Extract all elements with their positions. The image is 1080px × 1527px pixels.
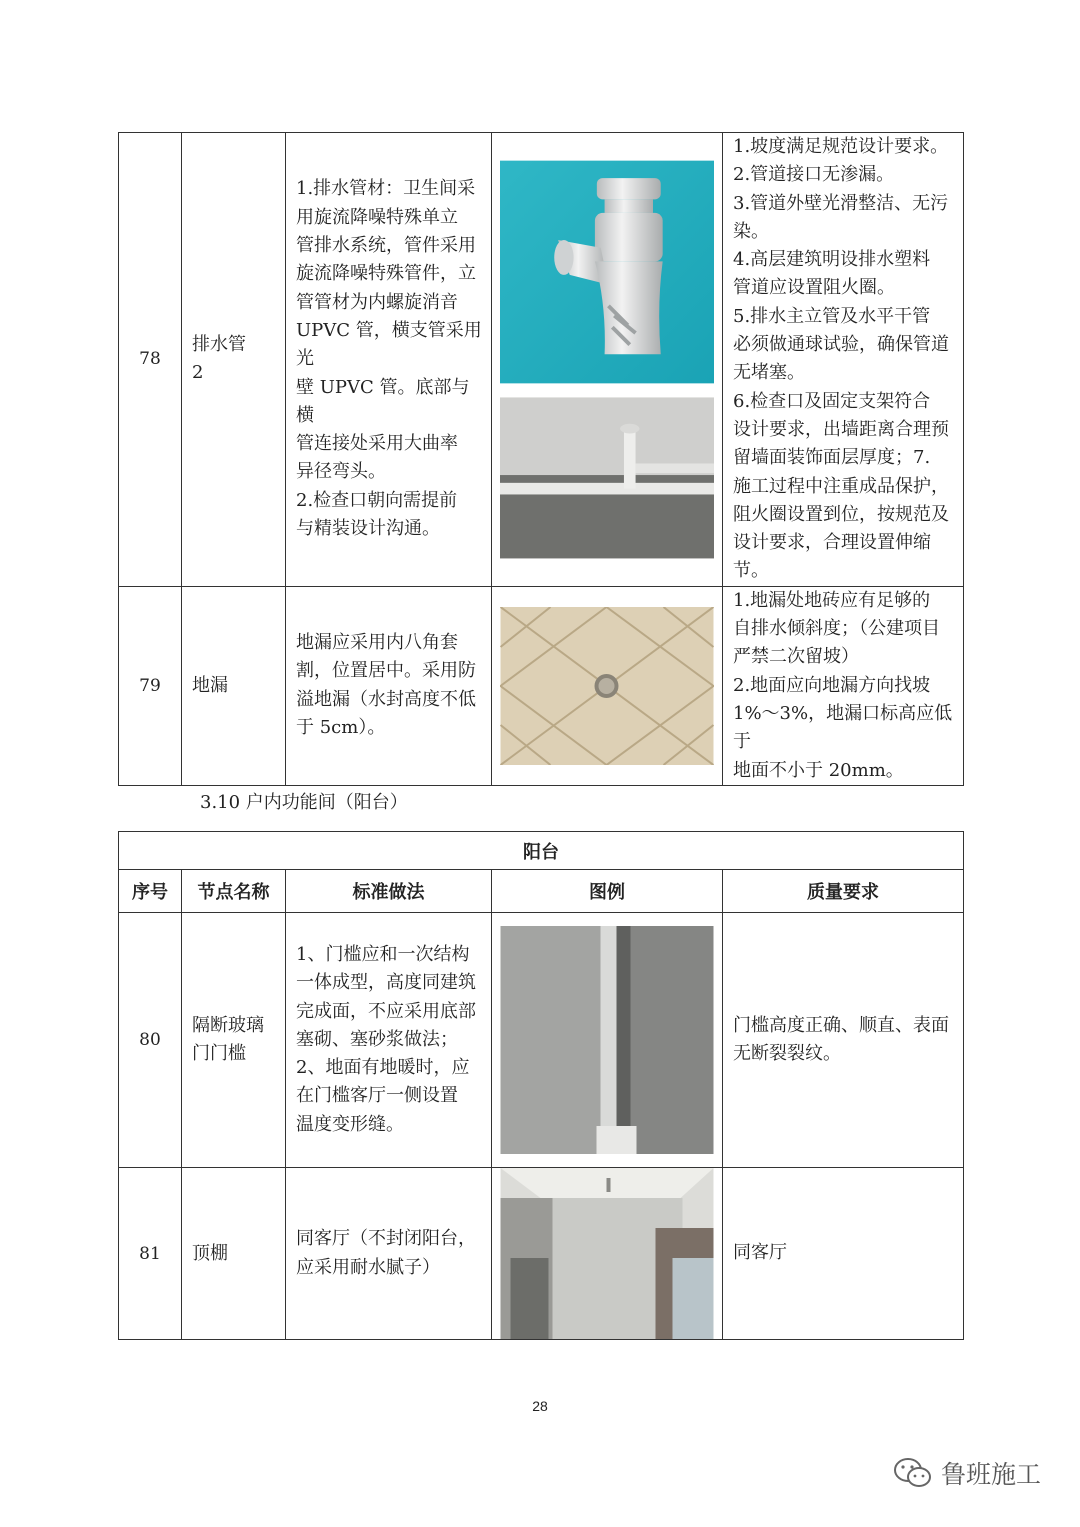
standard-method: 1.排水管材：卫生间采 用旋流降噪特殊单立 管排水系统，管件采用 旋流降噪特殊管件，立 管管材为内螺旋消音 UPVC 管，横支管采用光 壁 UPVC 管。底部与横 管连接处采用大曲率 异径弯头。 2.检查口朝向需提前 与精装设计沟通。 (286, 133, 492, 587)
illustration-cell (492, 586, 723, 785)
row-number: 78 (119, 133, 182, 587)
header-cell: 质量要求 (723, 870, 964, 913)
installed-pipe-photo (500, 395, 714, 561)
illustration-cell (492, 913, 723, 1168)
table-row (119, 133, 964, 587)
row-number: 80 (119, 913, 182, 1168)
node-name: 地漏 (182, 586, 286, 785)
header-cell: 序号 (119, 870, 182, 913)
wechat-icon (893, 1457, 933, 1489)
floor-drain-photo (500, 607, 714, 765)
table-row (119, 1168, 964, 1340)
table-row (119, 913, 964, 1168)
standard-method: 1、门槛应和一次结构 一体成型，高度同建筑 完成面，不应采用底部 塞砌、塞砂浆做法； 2、地面有地暖时，应 在门槛客厅一侧设置 温度变形缝。 (286, 913, 492, 1168)
header-cell: 图例 (492, 870, 723, 913)
node-name: 隔断玻璃 门门槛 (182, 913, 286, 1168)
pipe-fitting-photo (500, 157, 714, 387)
row-number: 79 (119, 586, 182, 785)
table-row (119, 586, 964, 785)
illustration-cell (492, 133, 723, 587)
row-number: 81 (119, 1168, 182, 1340)
header-cell: 标准做法 (286, 870, 492, 913)
illustration-cell (492, 1168, 723, 1340)
standard-method: 地漏应采用内八角套 割，位置居中。采用防 溢地漏（水封高度不低 于 5cm）。 (286, 586, 492, 785)
quality-requirements: 1.地漏处地砖应有足够的 自排水倾斜度；（公建项目 严禁二次留坡） 2.地面应向地漏方向找坡 1%～3%，地漏口标高应低于 地面不小于 20mm。 (723, 586, 964, 785)
section-heading: 3.10 户内功能间（阳台） (200, 792, 408, 813)
balcony-table (118, 831, 964, 1340)
node-name: 排水管 2 (182, 133, 286, 587)
table-title-row (119, 832, 964, 870)
quality-requirements: 同客厅 (723, 1168, 964, 1340)
table-title: 阳台 (119, 832, 964, 870)
drainage-table (118, 132, 964, 786)
standard-method: 同客厅（不封闭阳台， 应采用耐水腻子） (286, 1168, 492, 1340)
header-cell: 节点名称 (182, 870, 286, 913)
quality-requirements: 1.坡度满足规范设计要求。 2.管道接口无渗漏。 3.管道外壁光滑整洁、无污 染。 4.高层建筑明设排水塑料 管道应设置阻火圈。 5.排水主立管及水平干管 必须做通球试验，确保管道 无堵塞。 6.检查口及固定支架符合 设计要求，出墙距离合理预 留墙面装饰面层厚度；7. 施工过程中注重成品保护， 阻火圈设置到位，按规范及 设计要求，合理设置伸缩 节。 (723, 133, 964, 587)
quality-requirements: 门槛高度正确、顺直、表面 无断裂裂纹。 (723, 913, 964, 1168)
node-name: 顶棚 (182, 1168, 286, 1340)
watermark-text: 鲁班施工 (941, 1460, 1042, 1489)
watermark (893, 1455, 1041, 1491)
header-row (119, 870, 964, 913)
page-number: 28 (532, 1398, 548, 1414)
balcony-ceiling-photo (500, 1168, 714, 1339)
door-threshold-photo (500, 926, 714, 1154)
